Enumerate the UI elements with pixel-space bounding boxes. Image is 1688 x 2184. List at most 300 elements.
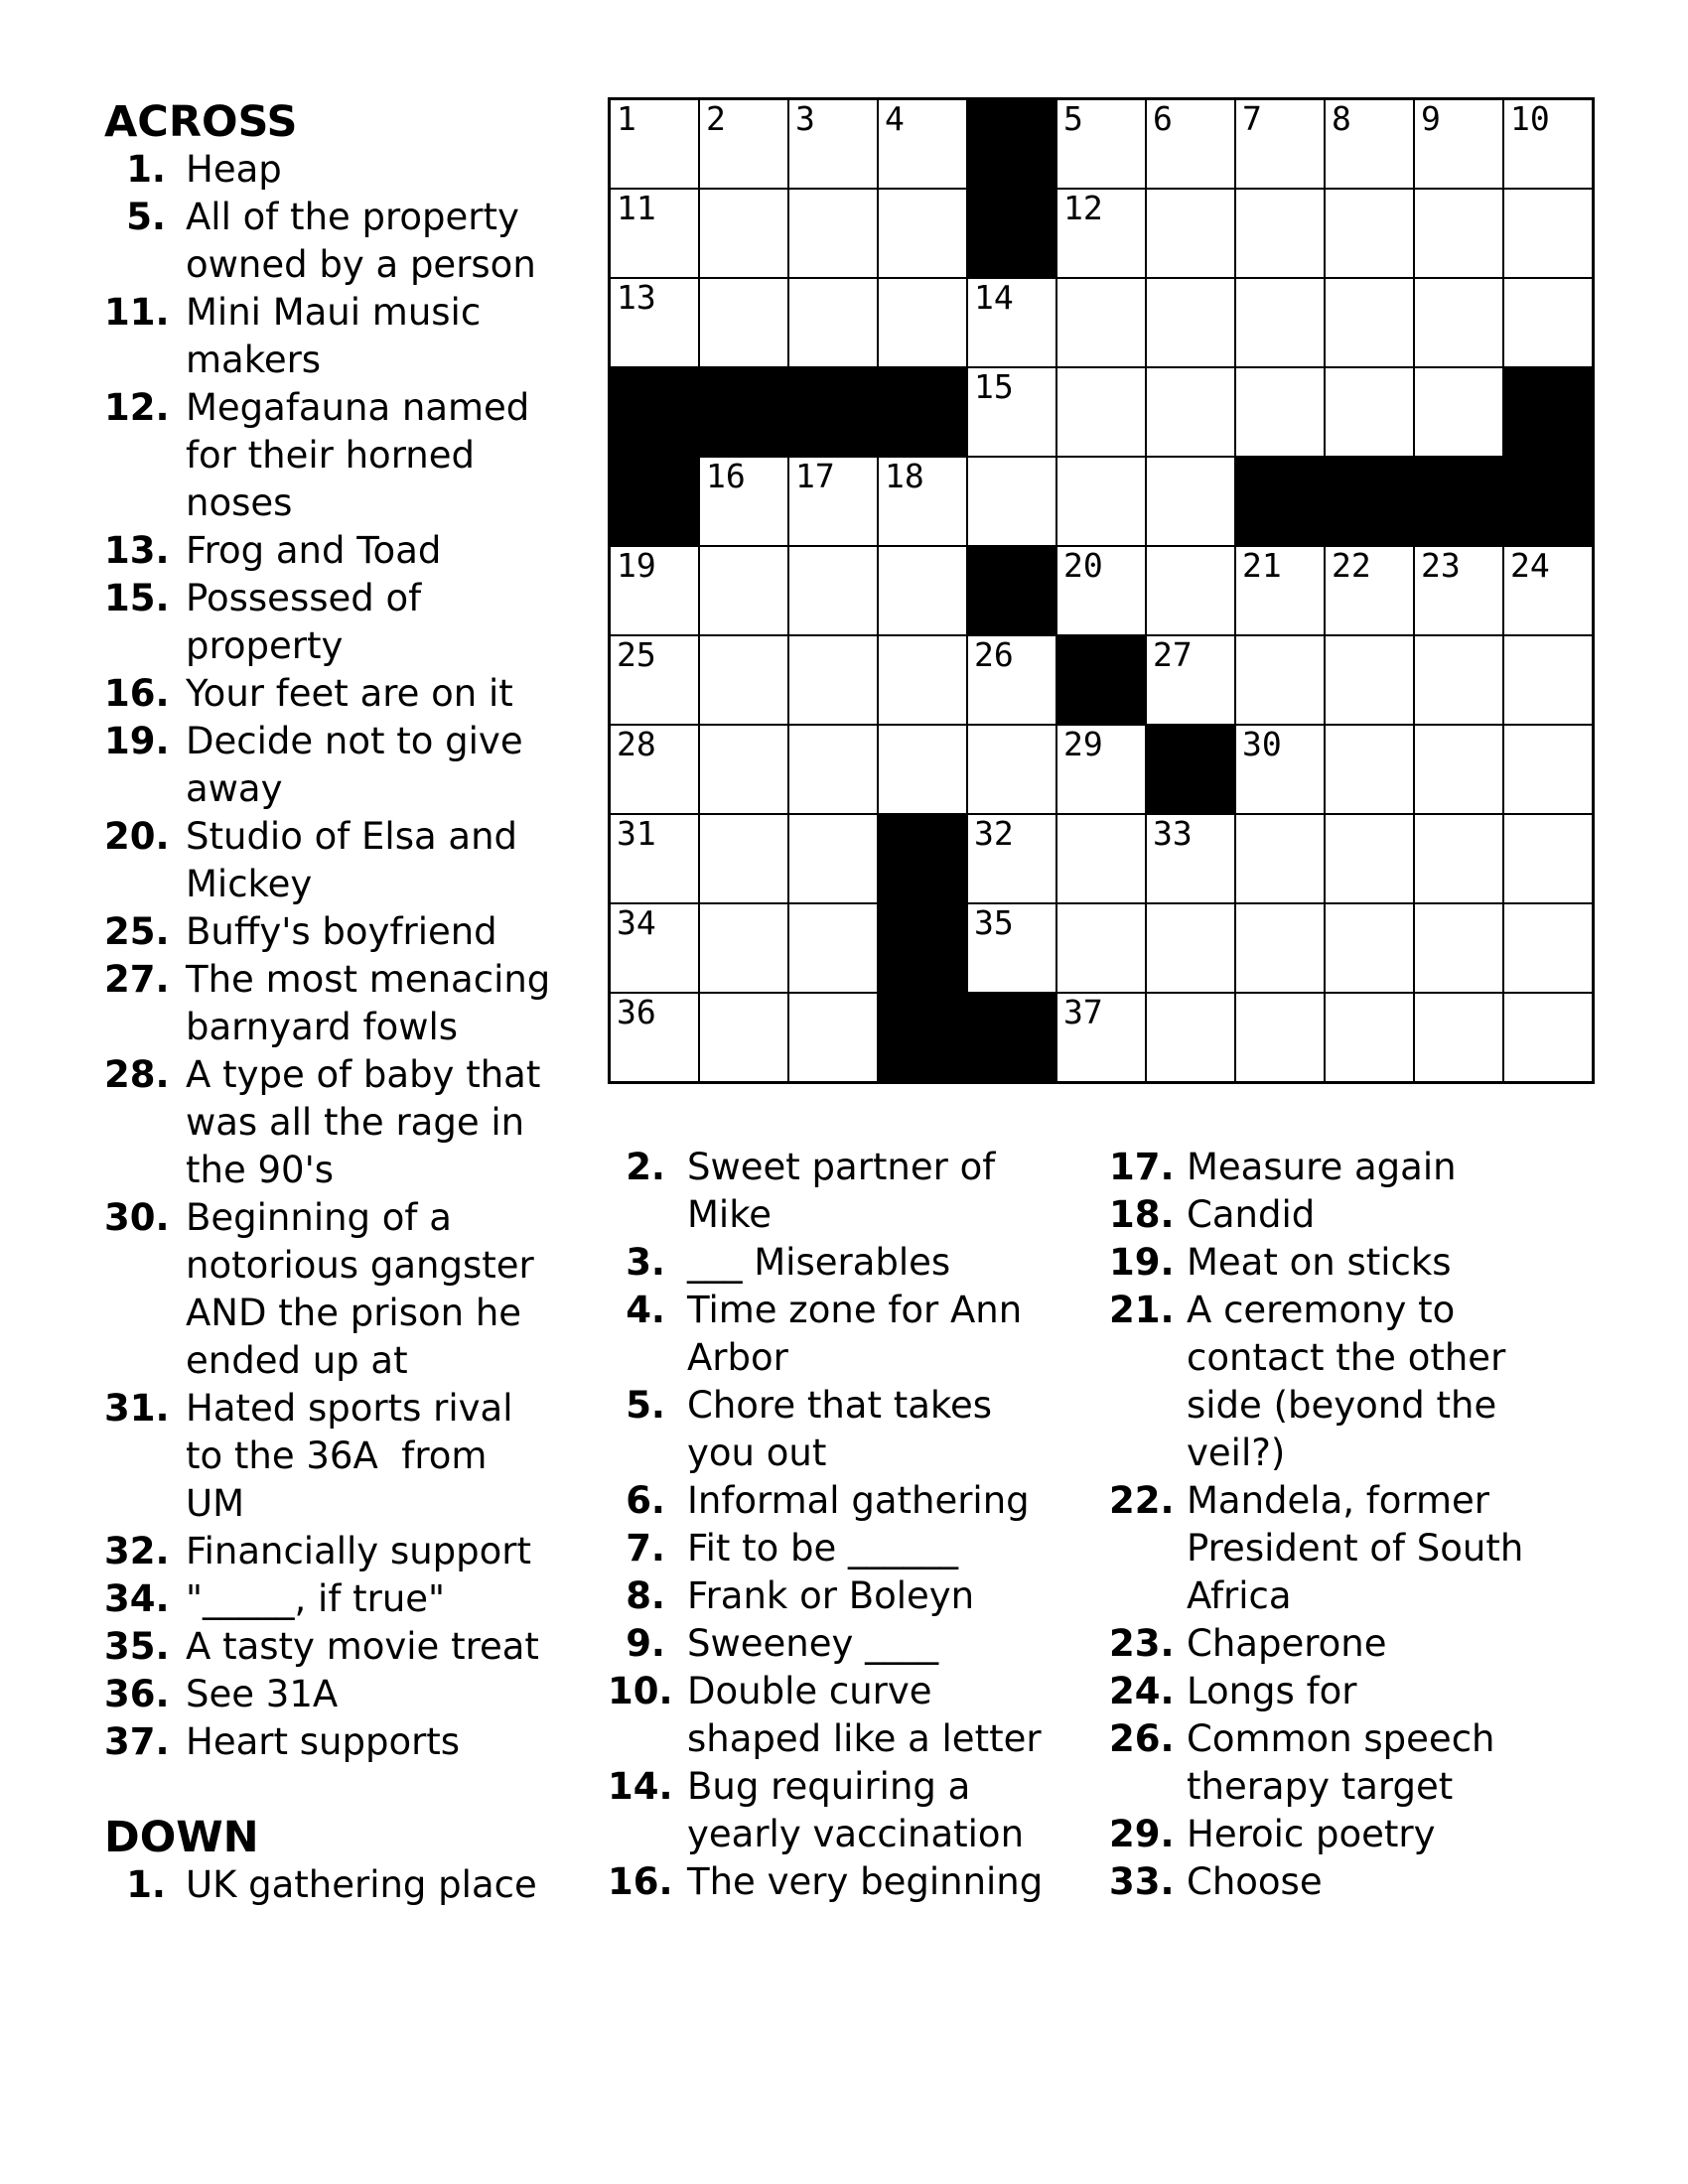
grid-cell[interactable] <box>1146 189 1235 278</box>
grid-cell[interactable] <box>1414 635 1503 725</box>
clue-text: Beginning of a <box>186 1196 452 1239</box>
clue-number <box>104 622 166 670</box>
cell-number: 6 <box>1153 99 1173 138</box>
clue-number <box>104 241 166 289</box>
down-heading: DOWN <box>104 1813 259 1862</box>
clue-line <box>1109 1287 1625 1334</box>
cell-number: 25 <box>617 635 656 674</box>
grid-cell[interactable] <box>878 457 967 546</box>
cell-number: 35 <box>974 903 1014 942</box>
cell-number: 10 <box>1510 99 1550 138</box>
clue-number: 20. <box>104 815 170 858</box>
grid-cell[interactable] <box>1414 903 1503 993</box>
clue-line <box>608 1620 1094 1668</box>
grid-cell[interactable] <box>1503 546 1593 635</box>
grid-cell[interactable] <box>1325 993 1414 1082</box>
grid-cell[interactable] <box>1503 635 1593 725</box>
grid-cell-black <box>967 993 1056 1082</box>
clue-text: Meat on sticks <box>1187 1241 1452 1284</box>
clue-number: 30. <box>104 1196 170 1239</box>
grid-cell[interactable] <box>788 814 878 903</box>
clue-line <box>608 1763 1094 1811</box>
clue-line <box>104 575 581 622</box>
grid-cell[interactable] <box>1503 725 1593 814</box>
clue-text: A type of baby that <box>186 1053 541 1096</box>
clue-text: Mike <box>687 1193 773 1236</box>
clue-text: owned by a person <box>186 243 536 286</box>
grid-cell[interactable] <box>1235 814 1325 903</box>
grid-cell[interactable] <box>788 457 878 546</box>
cell-number: 20 <box>1063 546 1103 585</box>
clue-text: makers <box>186 339 322 381</box>
grid-cell[interactable] <box>1146 903 1235 993</box>
clue-number <box>104 1480 166 1528</box>
clue-number: 25. <box>104 910 170 953</box>
grid-cell[interactable] <box>1414 278 1503 367</box>
clue-line <box>104 1385 581 1433</box>
clue-number <box>1109 1382 1173 1430</box>
clue-text: Hated sports rival <box>186 1387 513 1430</box>
grid-cell[interactable] <box>1146 367 1235 457</box>
clue-number <box>104 1004 166 1051</box>
clue-text: All of the property <box>186 196 519 238</box>
grid-cell[interactable] <box>610 725 699 814</box>
clue-number <box>104 1099 166 1147</box>
clue-line <box>608 1191 1094 1239</box>
cell-number: 31 <box>617 814 656 853</box>
clue-line <box>104 194 581 241</box>
grid-cell[interactable] <box>1325 903 1414 993</box>
clue-text: Fit to be ______ <box>687 1527 959 1570</box>
grid-cell[interactable] <box>1414 725 1503 814</box>
grid-cell-black <box>1503 457 1593 546</box>
clue-line <box>1109 1239 1625 1287</box>
clue-line <box>104 1861 581 1909</box>
clue-line <box>1109 1811 1625 1858</box>
grid-cell[interactable] <box>1325 546 1414 635</box>
cell-number: 5 <box>1063 99 1083 138</box>
clue-number <box>608 1334 665 1382</box>
grid-cell-black <box>1235 457 1325 546</box>
clue-line <box>104 1337 581 1385</box>
cell-number: 37 <box>1063 993 1103 1031</box>
clue-line <box>1109 1430 1625 1477</box>
clue-text: ___ Miserables <box>687 1241 951 1284</box>
clue-line <box>104 241 581 289</box>
clue-line <box>1109 1144 1625 1191</box>
clue-line <box>104 1051 581 1099</box>
grid-cell[interactable] <box>1325 189 1414 278</box>
grid-cell[interactable] <box>1325 725 1414 814</box>
grid-cell[interactable] <box>788 725 878 814</box>
grid-cell[interactable] <box>967 635 1056 725</box>
grid-cell[interactable] <box>1325 278 1414 367</box>
clue-text: yearly vaccination <box>687 1813 1025 1855</box>
grid-cell[interactable] <box>1235 278 1325 367</box>
grid-cell[interactable] <box>1414 99 1503 189</box>
grid-cell[interactable] <box>699 457 788 546</box>
clue-line <box>104 1194 581 1242</box>
clue-number: 12. <box>104 386 170 429</box>
grid-cell[interactable] <box>1325 367 1414 457</box>
grid-cell[interactable] <box>610 814 699 903</box>
clue-number <box>1109 1572 1173 1620</box>
grid-cell[interactable] <box>788 278 878 367</box>
clue-text: Africa <box>1187 1574 1292 1617</box>
clue-line <box>608 1334 1094 1382</box>
grid-cell-black <box>878 367 967 457</box>
clue-number <box>104 1337 166 1385</box>
grid-cell[interactable] <box>610 546 699 635</box>
clue-line <box>1109 1477 1625 1525</box>
grid-cell-black <box>788 367 878 457</box>
grid-cell[interactable] <box>1325 635 1414 725</box>
grid-cell[interactable] <box>878 725 967 814</box>
clue-number: 19. <box>104 720 170 762</box>
grid-cell[interactable] <box>699 635 788 725</box>
grid-cell-black <box>1056 635 1146 725</box>
clue-text: Arbor <box>687 1336 788 1379</box>
cell-number: 21 <box>1242 546 1282 585</box>
clue-line <box>104 146 581 194</box>
clue-line <box>608 1477 1094 1525</box>
clue-line <box>104 1290 581 1337</box>
grid-cell[interactable] <box>1235 725 1325 814</box>
clue-number: 10. <box>608 1670 673 1712</box>
clue-line <box>104 1433 581 1480</box>
grid-cell-black <box>967 189 1056 278</box>
grid-cell[interactable] <box>1325 814 1414 903</box>
clue-text: for their horned <box>186 434 475 477</box>
clue-number: 1. <box>126 1863 166 1906</box>
clue-line <box>104 1099 581 1147</box>
cell-number: 1 <box>617 99 636 138</box>
clue-line <box>104 527 581 575</box>
clue-text: Possessed of <box>186 577 422 619</box>
down-clue-list-right <box>1109 1144 1625 1906</box>
clue-text: See 31A <box>186 1673 339 1715</box>
grid-cell[interactable] <box>1503 278 1593 367</box>
clue-text: A tasty movie treat <box>186 1625 539 1668</box>
clue-line <box>104 289 581 337</box>
grid-cell-black <box>610 457 699 546</box>
clue-line <box>104 1480 581 1528</box>
grid-cell[interactable] <box>610 635 699 725</box>
clue-text: UK gathering place <box>186 1863 537 1906</box>
clue-text: Time zone for Ann <box>687 1289 1023 1331</box>
grid-cell[interactable] <box>878 99 967 189</box>
clue-text: Mandela, former <box>1187 1479 1490 1522</box>
grid-cell[interactable] <box>1056 457 1146 546</box>
clue-number: 33. <box>1109 1860 1175 1903</box>
grid-cell-black <box>1325 457 1414 546</box>
clue-line <box>104 813 581 861</box>
clue-text: Decide not to give <box>186 720 523 762</box>
clue-number <box>608 1430 665 1477</box>
grid-cell-black <box>1414 457 1503 546</box>
clue-number <box>1109 1334 1173 1382</box>
grid-cell[interactable] <box>1503 189 1593 278</box>
clue-line <box>104 1671 581 1718</box>
clue-text: Bug requiring a <box>687 1765 971 1808</box>
cell-number: 36 <box>617 993 656 1031</box>
clue-number: 35. <box>104 1625 170 1668</box>
cell-number: 22 <box>1332 546 1371 585</box>
cell-number: 7 <box>1242 99 1262 138</box>
clue-number <box>104 1147 166 1194</box>
grid-cell-black <box>878 903 967 993</box>
clue-line <box>104 861 581 908</box>
clue-number: 37. <box>104 1720 170 1763</box>
clue-number: 21. <box>1109 1289 1175 1331</box>
across-heading: ACROSS <box>104 97 298 147</box>
grid-cell[interactable] <box>1503 99 1593 189</box>
clue-number: 6. <box>626 1479 665 1522</box>
clue-line <box>104 1242 581 1290</box>
clue-number <box>608 1715 665 1763</box>
grid-cell[interactable] <box>1414 814 1503 903</box>
grid-cell[interactable] <box>1146 99 1235 189</box>
grid-cell[interactable] <box>878 546 967 635</box>
clue-number: 17. <box>1109 1146 1175 1188</box>
clue-number: 22. <box>1109 1479 1175 1522</box>
cell-number: 4 <box>885 99 905 138</box>
grid-cell-black <box>967 546 1056 635</box>
grid-cell[interactable] <box>699 993 788 1082</box>
clue-line <box>608 1382 1094 1430</box>
grid-cell[interactable] <box>967 278 1056 367</box>
cell-number: 8 <box>1332 99 1351 138</box>
clue-text: Megafauna named <box>186 386 530 429</box>
cell-number: 30 <box>1242 725 1282 763</box>
clue-text: Sweeney ____ <box>687 1622 939 1665</box>
grid-cell[interactable] <box>1235 546 1325 635</box>
clue-line <box>104 1528 581 1575</box>
grid-cell[interactable] <box>1414 993 1503 1082</box>
grid-cell[interactable] <box>878 278 967 367</box>
grid-cell[interactable] <box>1146 278 1235 367</box>
clue-line <box>1109 1668 1625 1715</box>
clue-text: was all the rage in <box>186 1101 525 1144</box>
grid-cell[interactable] <box>1235 993 1325 1082</box>
grid-cell[interactable] <box>1325 99 1414 189</box>
grid-cell-black <box>1146 725 1235 814</box>
clue-text: Double curve <box>687 1670 932 1712</box>
clue-number: 27. <box>104 958 170 1001</box>
grid-cell[interactable] <box>1235 99 1325 189</box>
grid-cell[interactable] <box>1146 635 1235 725</box>
grid-cell[interactable] <box>788 993 878 1082</box>
grid-cell[interactable] <box>699 546 788 635</box>
grid-cell[interactable] <box>699 278 788 367</box>
clue-line <box>1109 1334 1625 1382</box>
grid-cell[interactable] <box>788 546 878 635</box>
cell-number: 14 <box>974 278 1014 317</box>
clue-number <box>104 479 166 527</box>
clue-number: 36. <box>104 1673 170 1715</box>
cell-number: 18 <box>885 457 924 495</box>
clue-text: Frank or Boleyn <box>687 1574 975 1617</box>
clue-text: Chore that takes <box>687 1384 993 1427</box>
clue-number: 19. <box>1109 1241 1175 1284</box>
grid-cell[interactable] <box>878 635 967 725</box>
clue-number: 3. <box>626 1241 665 1284</box>
clue-text: AND the prison he <box>186 1292 522 1334</box>
grid-cell[interactable] <box>788 903 878 993</box>
clue-number <box>608 1191 665 1239</box>
cell-number: 12 <box>1063 189 1103 227</box>
clue-number: 34. <box>104 1577 170 1620</box>
clue-line <box>104 432 581 479</box>
grid-cell-black <box>699 367 788 457</box>
grid-cell[interactable] <box>610 189 699 278</box>
clue-line <box>104 1147 581 1194</box>
crossword-grid <box>608 97 1595 1084</box>
clue-text: President of South <box>1187 1527 1524 1570</box>
clue-line <box>104 1623 581 1671</box>
clue-number: 23. <box>1109 1622 1175 1665</box>
grid-cell[interactable] <box>1414 546 1503 635</box>
grid-cell[interactable] <box>699 189 788 278</box>
clue-text: side (beyond the <box>1187 1384 1497 1427</box>
grid-cell[interactable] <box>1414 367 1503 457</box>
cell-number: 24 <box>1510 546 1550 585</box>
clue-text: Mini Maui music <box>186 291 482 334</box>
clue-text: away <box>186 767 283 810</box>
grid-cell[interactable] <box>1414 189 1503 278</box>
grid-cell-black <box>967 99 1056 189</box>
clue-line <box>608 1668 1094 1715</box>
grid-cell[interactable] <box>610 993 699 1082</box>
clue-number: 1. <box>126 148 166 191</box>
grid-cell[interactable] <box>967 367 1056 457</box>
clue-number: 9. <box>626 1622 665 1665</box>
grid-cell[interactable] <box>610 903 699 993</box>
clue-number <box>104 1290 166 1337</box>
grid-cell[interactable] <box>1235 903 1325 993</box>
clue-text: Common speech <box>1187 1717 1495 1760</box>
clue-text: ended up at <box>186 1339 408 1382</box>
clue-number <box>104 1433 166 1480</box>
grid-cell[interactable] <box>699 725 788 814</box>
grid-cell[interactable] <box>1146 546 1235 635</box>
cell-number: 16 <box>706 457 746 495</box>
clue-number <box>1109 1525 1173 1572</box>
clue-number: 7. <box>626 1527 665 1570</box>
grid-cell[interactable] <box>788 99 878 189</box>
grid-cell[interactable] <box>1503 993 1593 1082</box>
grid-cell[interactable] <box>1056 278 1146 367</box>
down-clue-column-right <box>1109 1144 1625 1906</box>
clue-number: 29. <box>1109 1813 1175 1855</box>
grid-cell[interactable] <box>1503 903 1593 993</box>
clue-line <box>608 1525 1094 1572</box>
clue-number: 24. <box>1109 1670 1175 1712</box>
clue-line <box>1109 1191 1625 1239</box>
clue-number <box>608 1811 665 1858</box>
clue-number: 31. <box>104 1387 170 1430</box>
grid-cell[interactable] <box>1146 993 1235 1082</box>
grid-cell[interactable] <box>1056 189 1146 278</box>
grid-cell[interactable] <box>1235 189 1325 278</box>
grid-cell[interactable] <box>967 814 1056 903</box>
clue-line <box>608 1287 1094 1334</box>
grid-cell[interactable] <box>699 99 788 189</box>
grid-cell[interactable] <box>1235 635 1325 725</box>
cell-number: 3 <box>795 99 815 138</box>
clue-number: 32. <box>104 1530 170 1572</box>
grid-cell[interactable] <box>1056 99 1146 189</box>
clue-line <box>104 384 581 432</box>
grid-cell[interactable] <box>610 99 699 189</box>
clue-number <box>104 1242 166 1290</box>
grid-cell[interactable] <box>788 635 878 725</box>
cell-number: 34 <box>617 903 656 942</box>
grid-cell[interactable] <box>1056 814 1146 903</box>
grid-cell[interactable] <box>878 189 967 278</box>
grid-cell[interactable] <box>788 189 878 278</box>
grid-cell[interactable] <box>699 903 788 993</box>
clue-number <box>104 432 166 479</box>
clue-line <box>104 718 581 765</box>
clue-text: Candid <box>1187 1193 1316 1236</box>
grid-cell[interactable] <box>967 457 1056 546</box>
clue-line <box>608 1811 1094 1858</box>
clue-number <box>1109 1430 1173 1477</box>
clue-line <box>608 1144 1094 1191</box>
clue-line <box>608 1572 1094 1620</box>
clue-line <box>608 1239 1094 1287</box>
across-clue-column <box>104 98 581 1909</box>
clue-line <box>104 1718 581 1766</box>
clue-number: 15. <box>104 577 170 619</box>
clue-line <box>104 908 581 956</box>
clue-text: UM <box>186 1482 245 1525</box>
grid-cell[interactable] <box>1056 546 1146 635</box>
grid-cell[interactable] <box>1056 993 1146 1082</box>
clue-line <box>104 479 581 527</box>
grid-cell[interactable] <box>1235 367 1325 457</box>
grid-cell[interactable] <box>1056 903 1146 993</box>
grid-cell[interactable] <box>967 903 1056 993</box>
clue-text: to the 36A from <box>186 1434 488 1477</box>
grid-cell[interactable] <box>967 725 1056 814</box>
clue-line <box>1109 1572 1625 1620</box>
clue-text: Informal gathering <box>687 1479 1030 1522</box>
grid-cell[interactable] <box>610 278 699 367</box>
grid-cell[interactable] <box>1056 367 1146 457</box>
clue-text: barnyard fowls <box>186 1006 459 1048</box>
down-clue-column-left <box>608 1144 1094 1906</box>
clue-text: The very beginning <box>687 1860 1044 1903</box>
grid-cell[interactable] <box>1503 814 1593 903</box>
clue-line <box>104 670 581 718</box>
clue-line <box>608 1858 1094 1906</box>
clue-number: 16. <box>104 672 170 715</box>
grid-cell[interactable] <box>1146 457 1235 546</box>
grid-cell[interactable] <box>699 814 788 903</box>
clue-number <box>104 337 166 384</box>
grid-cell[interactable] <box>1146 814 1235 903</box>
cell-number: 32 <box>974 814 1014 853</box>
clue-number: 4. <box>626 1289 665 1331</box>
clue-line <box>104 765 581 813</box>
clue-number: 2. <box>626 1146 665 1188</box>
clue-line <box>1109 1763 1625 1811</box>
clue-line <box>1109 1858 1625 1906</box>
cell-number: 17 <box>795 457 835 495</box>
grid-cell[interactable] <box>1056 725 1146 814</box>
